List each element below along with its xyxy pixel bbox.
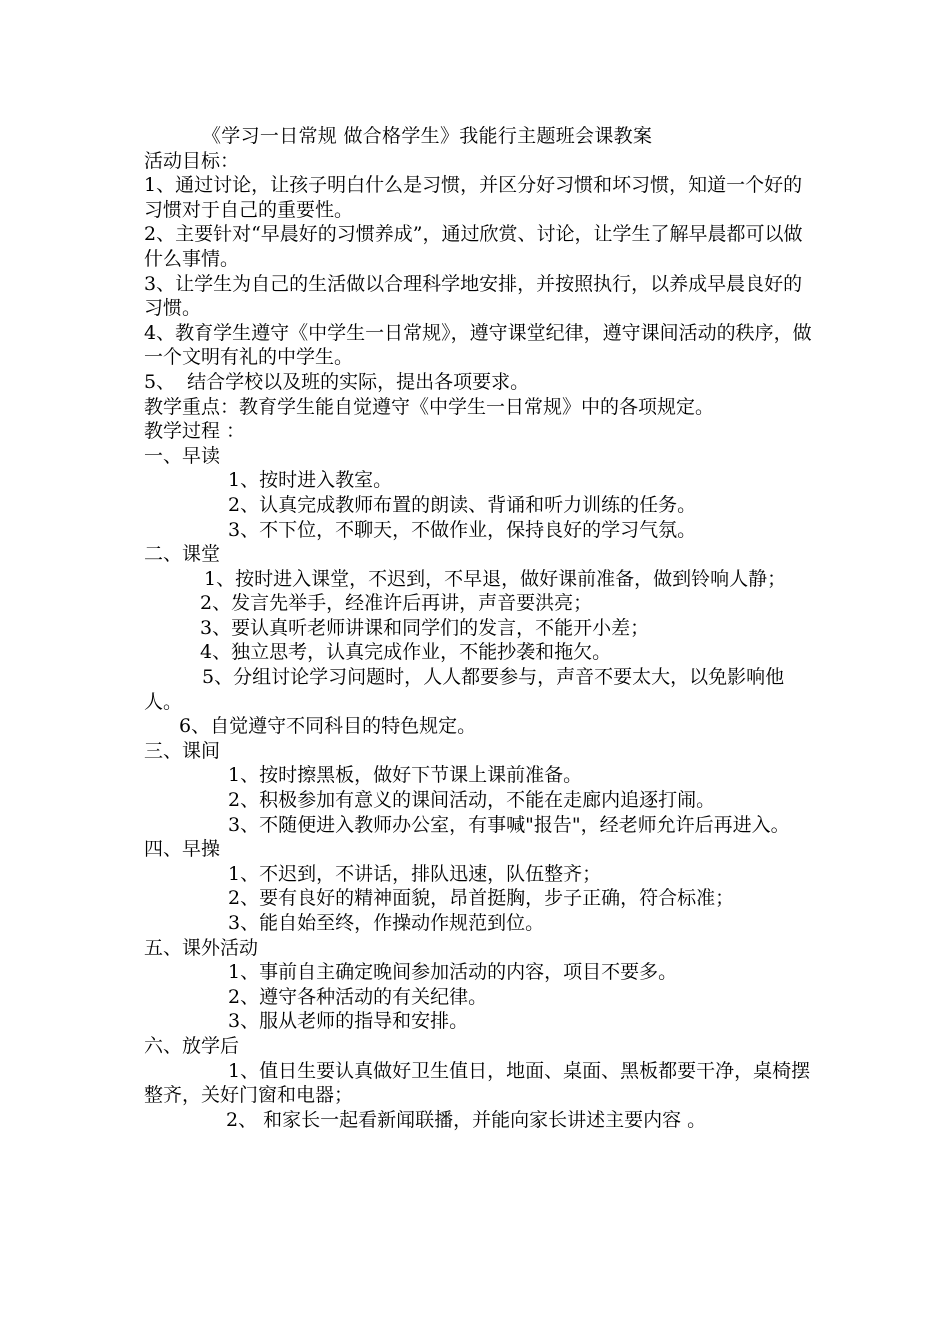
list-item: 3、不下位，不聊天，不做作业，保持良好的学习气氛。 [228, 518, 697, 541]
list-item: 2、 和家长一起看新闻联播，并能向家长讲述主要内容 。 [226, 1108, 707, 1131]
list-item: 6、自觉遵守不同科目的特色规定。 [179, 715, 477, 738]
list-item: 1、按时进入课堂，不迟到，不早退，做好课前准备，做到铃响人静； [204, 567, 787, 590]
goal-item: 4、教育学生遵守《中学生一日常规》，遵守课堂纪律，遵守课间活动的秩序，做一个文明有礼的中学生。 [144, 321, 812, 369]
list-item: 3、不随便进入教师办公室，有事喊"报告"，经老师允许后再进入。 [228, 813, 790, 836]
section-heading-extracurricular: 五、课外活动 [144, 936, 259, 959]
section-heading-morning-read: 一、早读 [144, 444, 221, 467]
list-item: 1、不迟到，不讲话，排队迅速，队伍整齐； [228, 862, 602, 885]
list-item: 3、服从老师的指导和安排。 [228, 1010, 469, 1033]
list-item: 2、要有良好的精神面貌，昂首挺胸，步子正确，符合标准； [228, 887, 735, 910]
section-heading-classroom: 二、课堂 [144, 543, 221, 566]
list-item: 4、独立思考，认真完成作业，不能抄袭和拖欠。 [200, 641, 612, 664]
list-item: 1、值日生要认真做好卫生值日，地面、桌面、黑板都要干净，桌椅摆整齐，关好门窗和电器； [144, 1059, 811, 1107]
process-heading: 教学过程 ： [144, 420, 246, 443]
list-item: 5、分组讨论学习问题时，人人都要参与，声音不要太大，以免影响他人。 [144, 666, 785, 713]
goal-item: 1、通过讨论，让孩子明白什么是习惯，并区分好习惯和坏习惯，知道一个好的习惯对于自己的重要性。 [144, 174, 803, 221]
document-page [144, 124, 812, 1132]
list-item: 1、事前自主确定晚间参加活动的内容，项目不要多。 [228, 961, 678, 984]
list-item: 1、按时进入教室。 [228, 469, 393, 492]
document-title: 《学习一日常规 做合格学生》我能行主题班会课教案 [202, 125, 653, 147]
list-item: 2、认真完成教师布置的朗读、背诵和听力训练的任务。 [228, 493, 697, 516]
list-item: 3、要认真听老师讲课和同学们的发言，不能开小差； [200, 616, 650, 639]
list-item: 1、按时擦黑板，做好下节课上课前准备。 [228, 764, 583, 787]
section-heading-exercise: 四、早操 [144, 838, 221, 861]
list-item: 2、发言先举手，经准许后再讲，声音要洪亮； [200, 592, 593, 615]
list-item: 2、遵守各种活动的有关纪律。 [228, 985, 488, 1008]
goal-item: 2、主要针对“早晨好的习惯养成”，通过欣赏、讨论，让学生了解早晨都可以做什么事情。 [144, 223, 803, 270]
section-heading-after-school: 六、放学后 [144, 1034, 240, 1057]
goal-item: 5、 结合学校以及班的实际，提出各项要求。 [144, 370, 530, 393]
list-item: 3、能自始至终，作操动作规范到位。 [228, 912, 545, 934]
section-heading-break: 三、课间 [144, 739, 221, 762]
goal-item: 3、让学生为自己的生活做以合理科学地安排，并按照执行，以养成早晨良好的习惯。 [144, 272, 803, 320]
list-item: 2、积极参加有意义的课间活动，不能在走廊内追逐打闹。 [228, 789, 716, 812]
goals-heading: 活动目标： [144, 149, 240, 172]
teaching-focus: 教学重点：教育学生能自觉遵守《中学生一日常规》中的各项规定。 [144, 395, 715, 418]
